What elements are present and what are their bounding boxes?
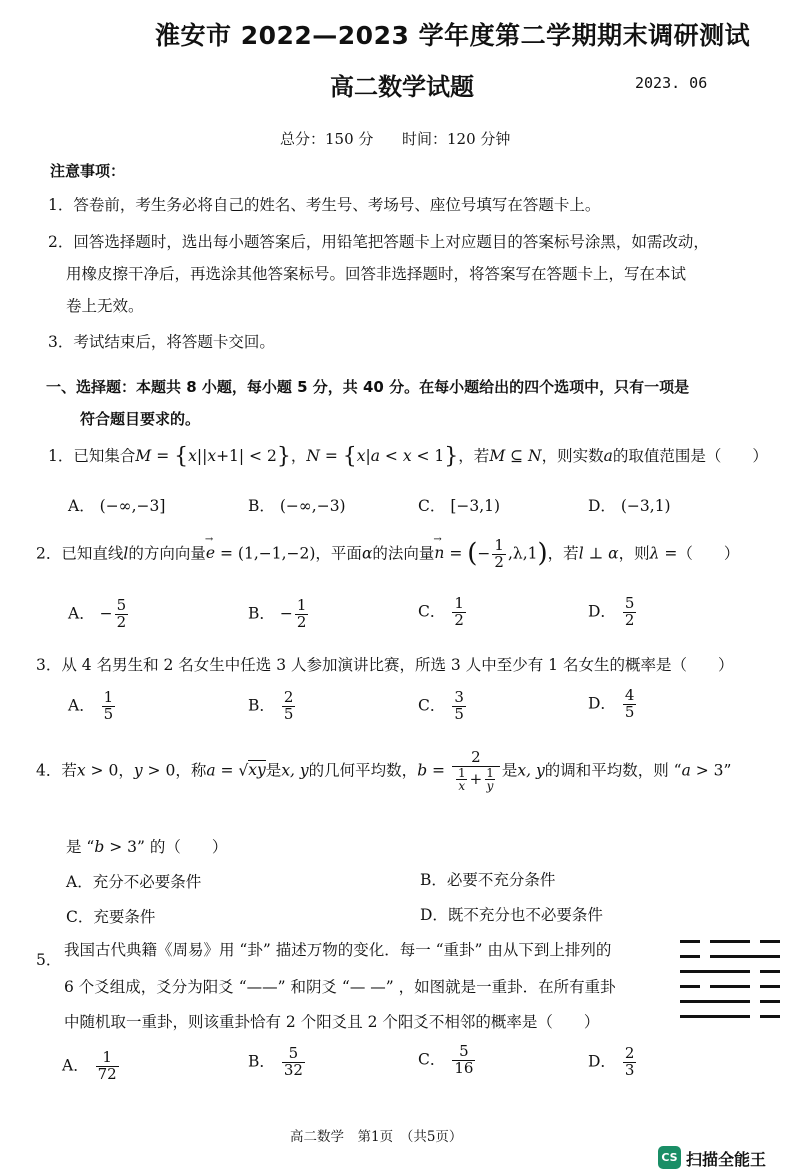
- q1-option-d-value: (−3,1): [620, 497, 671, 515]
- q4-option-b: B．必要不充分条件: [420, 871, 556, 889]
- q2-text-3: ，平面: [315, 544, 362, 563]
- q4-line-2: 是 “b > 3” 的（ ）: [66, 838, 228, 856]
- scanner-logo-icon: CS: [658, 1146, 681, 1169]
- scanner-label: 扫描全能王: [686, 1150, 767, 1169]
- q2-text-4: 的法向量: [372, 544, 435, 563]
- q4-option-a: A．充分不必要条件: [66, 873, 202, 891]
- q1-text-1: 已知集合: [73, 447, 136, 465]
- q2-vector-n-eq: =: [449, 544, 468, 563]
- q3-option-c: C． $\frac{3}{5}$: [418, 688, 464, 723]
- q4-option-d: D．既不充分也不必要条件: [420, 906, 603, 924]
- note-item-2-cont2: 卷上无效。: [66, 297, 144, 315]
- q2-option-d: D． $\frac{5}{2}$: [588, 594, 635, 629]
- q5-option-b: B． $\frac{5}{32}$: [248, 1044, 303, 1079]
- q2-text-1: 已知直线: [61, 544, 124, 563]
- q1-text-4: 的取值范围是（ ）: [612, 447, 768, 465]
- q3-option-a: A． $\frac{1}{5}$: [68, 688, 114, 723]
- question-1: 1．已知集合M = {x||x+1| < 2}，N = {x|a < x < 1}，若M ⊆ N，则实数a的取值范围是（ ）: [48, 444, 768, 469]
- section-heading-cont: 符合题目要求的。: [80, 410, 201, 428]
- q1-option-a: A． (−∞,−3]: [68, 497, 166, 515]
- q2-vector-e: = (1,−1,−2): [220, 544, 316, 563]
- q4-num: 4．若: [36, 761, 77, 780]
- hexagram-yin-line: [730, 940, 780, 943]
- hexagram-yin-line: [730, 985, 780, 988]
- question-5-line-1: 我国古代典籍《周易》用 “卦” 描述万物的变化．每一 “重卦” 由从下到上排列的: [64, 941, 612, 959]
- q3-option-d: D． $\frac{4}{5}$: [588, 686, 635, 721]
- question-5-line-3: 中随机取一重卦，则该重卦恰有 2 个阳爻且 2 个阳爻不相邻的概率是（ ）: [64, 1013, 600, 1031]
- q2-text-6: ，则: [618, 544, 650, 563]
- q2-num: 2．: [36, 544, 62, 563]
- q4-option-c: C．充要条件: [66, 908, 156, 926]
- q1-num: 1．: [48, 447, 74, 465]
- q1-option-b: B． (−∞,−3): [248, 497, 346, 515]
- note-item-3: 3．考试结束后，将答题卡交回。: [48, 333, 275, 351]
- hexagram-yin-line: [680, 940, 730, 943]
- q5-num: 5．: [36, 951, 62, 969]
- question-4: 4．若x > 0，y > 0，称a = √xy是x, y的几何平均数，b = 2 $\frac{1}{x}$ + $\frac{1}{y}$ 是x, y的调和平均数，则 “a > 3”: [36, 748, 732, 794]
- q2-text-5: ，若: [547, 544, 579, 563]
- q1-option-a-value: (−∞,−3]: [99, 497, 166, 515]
- hexagram-yin-line: [730, 970, 780, 973]
- q1-text-3: ，则实数: [541, 447, 604, 465]
- section-heading: 一、选择题：本题共 8 小题，每小题 5 分，共 40 分。在每小题给出的四个选项中，只有一项是: [46, 378, 690, 396]
- q1-option-c: C． [−3,1): [418, 497, 501, 515]
- q3-option-b: B． $\frac{2}{5}$: [248, 688, 294, 723]
- hexagram-yin-line: [680, 955, 730, 958]
- q2-option-a: A． − $\frac{5}{2}$: [68, 596, 127, 631]
- q5-option-a: A． $\frac{1}{72}$: [62, 1048, 117, 1083]
- q2-text-2: 的方向向量: [128, 544, 206, 563]
- q1-option-d: D． (−3,1): [588, 497, 671, 515]
- q5-option-c: C． $\frac{5}{16}$: [418, 1042, 474, 1077]
- hexagram-yang-line: [730, 955, 780, 958]
- hexagram-yin-line: [730, 1000, 780, 1003]
- q2-text-7: =（ ）: [664, 544, 740, 563]
- question-3: 3．从 4 名男生和 2 名女生中任选 3 人参加演讲比赛，所选 3 人中至少有 1 名女生的概率是（ ）: [36, 656, 734, 674]
- hexagram-yin-line: [730, 1015, 780, 1018]
- note-item-2-cont: 用橡皮擦干净后，再选涂其他答案标号。回答非选择题时，将答案写在答题卡上，写在本试: [66, 265, 687, 283]
- q1-option-c-value: [−3,1): [450, 497, 501, 515]
- exam-title: 淮安市 2022—2023 学年度第二学期期末调研测试: [155, 21, 751, 50]
- q2-vector-n-rest: ,λ,1: [507, 544, 538, 563]
- hexagram-yang-line: [680, 1000, 730, 1003]
- exam-subtitle: 高二数学试题: [330, 73, 474, 101]
- q1-text-2: ，若: [458, 447, 490, 465]
- notes-heading: 注意事项：: [50, 162, 126, 180]
- exam-date: 2023. 06: [635, 74, 708, 92]
- q2-option-c: C． $\frac{1}{2}$: [418, 594, 464, 629]
- note-item-2: 2．回答选择题时，选出每小题答案后，用铅笔把答题卡上对应题目的答案标号涂黑，如需改动，: [48, 233, 709, 251]
- hexagram-right: [730, 940, 780, 1030]
- hexagram-yang-line: [680, 1015, 730, 1018]
- question-2: 2．已知直线l的方向向量→ e = (1,−1,−2)，平面α的法向量→ n = (− $\frac{1}{2}$ ,λ,1)，若l ⊥ α，则λ =（ ）: [36, 538, 739, 571]
- hexagram-yin-line: [680, 985, 730, 988]
- hexagram-yang-line: [680, 970, 730, 973]
- page-footer: 高二数学 第1页 （共5页）: [290, 1129, 463, 1145]
- question-5-line-2: 6 个爻组成，爻分为阳爻 “——” 和阴爻 “— —” ，如图就是一重卦．在所有重卦: [64, 978, 616, 996]
- hexagram-left: [680, 940, 730, 1030]
- score-time: 总分：150 分 时间：120 分钟: [280, 130, 511, 148]
- q2-option-b: B． − $\frac{1}{2}$: [248, 596, 307, 631]
- q1-option-b-value: (−∞,−3): [279, 497, 346, 515]
- note-item-1: 1．答卷前，考生务必将自己的姓名、考生号、考场号、座位号填写在答题卡上。: [48, 196, 601, 214]
- q5-option-d: D． $\frac{2}{3}$: [588, 1044, 635, 1079]
